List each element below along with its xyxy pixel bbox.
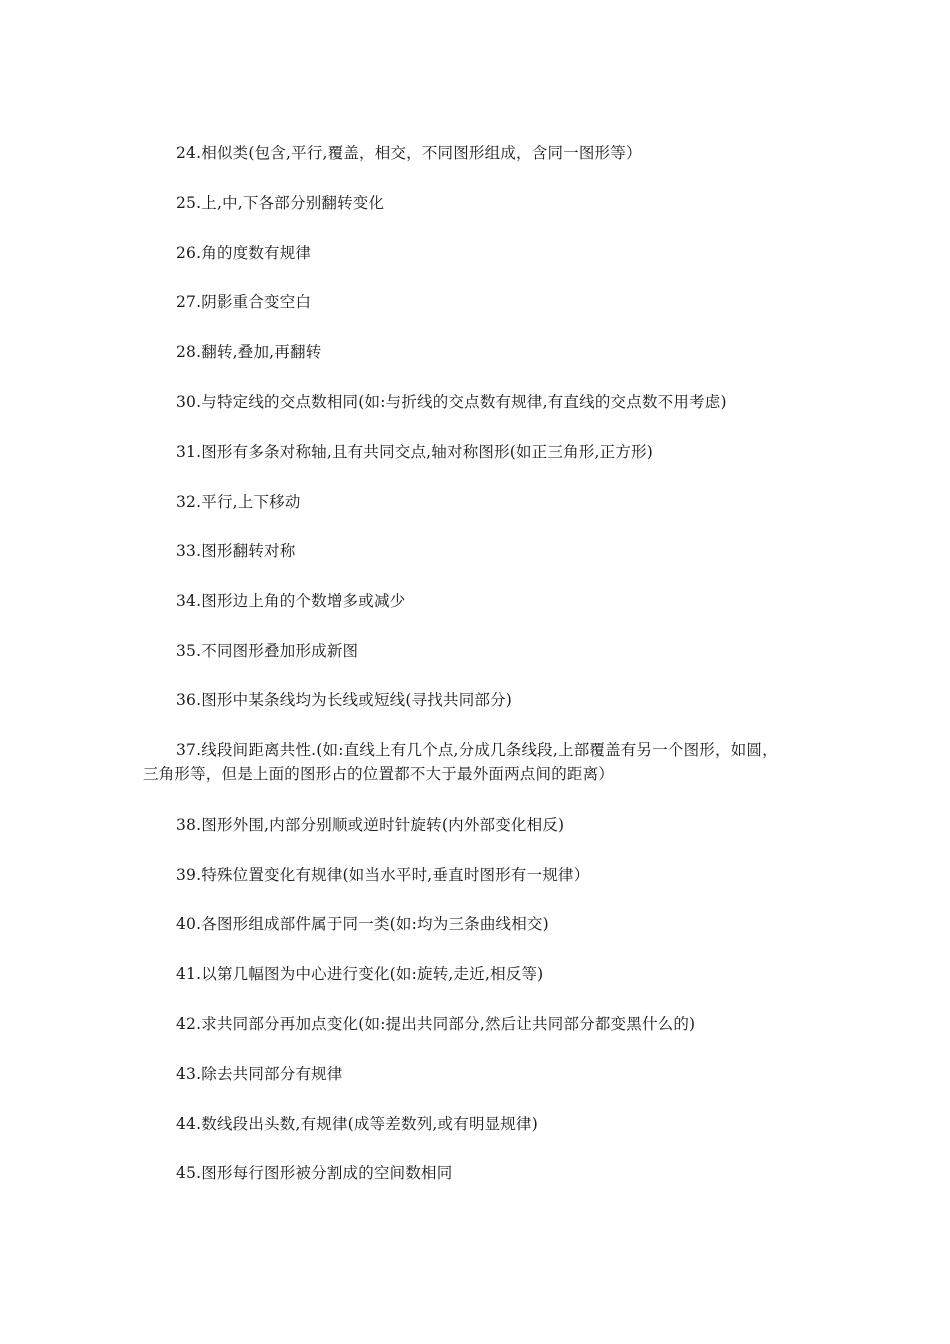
list-item-28: 28.翻转,叠加,再翻转 bbox=[176, 343, 322, 361]
list-item-37-line2: 三角形等，但是上面的图形占的位置都不大于最外面两点间的距离） bbox=[143, 765, 615, 783]
list-item-42: 42.求共同部分再加点变化(如:提出共同部分,然后让共同部分都变黑什么的) bbox=[176, 1015, 696, 1033]
list-item-35: 35.不同图形叠加形成新图 bbox=[176, 642, 359, 660]
list-item-31: 31.图形有多条对称轴,且有共同交点,轴对称图形(如正三角形,正方形) bbox=[176, 443, 654, 461]
list-item-43: 43.除去共同部分有规律 bbox=[176, 1065, 343, 1083]
list-item-37-line1: 37.线段间距离共性.(如:直线上有几个点,分成几条线段,上部覆盖有另一个图形，如圆， bbox=[176, 741, 778, 759]
list-item-40: 40.各图形组成部件属于同一类(如:均为三条曲线相交) bbox=[176, 915, 549, 933]
list-item-27: 27.阴影重合变空白 bbox=[176, 293, 312, 311]
list-item-24: 24.相似类(包含,平行,覆盖，相交，不同图形组成，含同一图形等） bbox=[176, 144, 642, 162]
list-item-37 bbox=[143, 738, 826, 786]
list-item-30: 30.与特定线的交点数相同(如:与折线的交点数有规律,有直线的交点数不用考虑) bbox=[176, 393, 727, 411]
list-item-44: 44.数线段出头数,有规律(成等差数列,或有明显规律) bbox=[176, 1115, 538, 1133]
list-item-39: 39.特殊位置变化有规律(如当水平时,垂直时图形有一规律） bbox=[176, 866, 590, 884]
list-item-36: 36.图形中某条线均为长线或短线(寻找共同部分) bbox=[176, 691, 513, 709]
list-item-26: 26.角的度数有规律 bbox=[176, 244, 312, 262]
list-item-33: 33.图形翻转对称 bbox=[176, 542, 296, 560]
list-item-25: 25.上,中,下各部分别翻转变化 bbox=[176, 194, 385, 212]
list-item-34: 34.图形边上角的个数增多或减少 bbox=[176, 592, 406, 610]
list-item-45: 45.图形每行图形被分割成的空间数相同 bbox=[176, 1164, 453, 1182]
list-item-32: 32.平行,上下移动 bbox=[176, 493, 301, 511]
list-item-38: 38.图形外围,内部分别顺或逆时针旋转(内外部变化相反) bbox=[176, 816, 565, 834]
list-item-41: 41.以第几幅图为中心进行变化(如:旋转,走近,相反等) bbox=[176, 965, 544, 983]
